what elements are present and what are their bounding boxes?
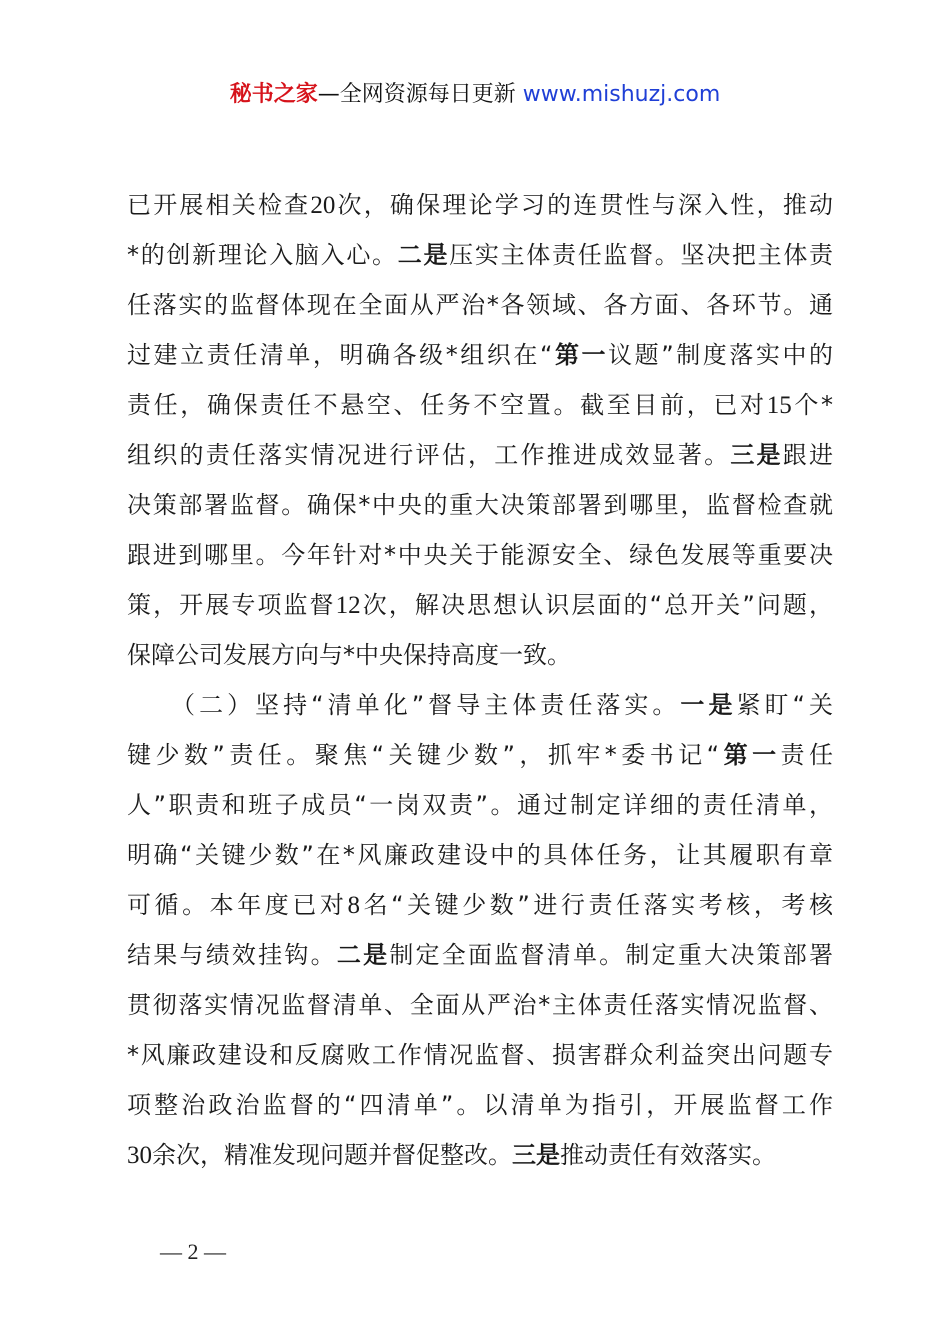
paragraph <box>127 680 833 1180</box>
text-run: （二）坚持“清单化”督导主体责任落实。 <box>127 691 681 719</box>
brand-name: 秘书之家 <box>229 82 318 107</box>
text-run: 策，开展专项监督 <box>127 591 336 619</box>
text-run: 跟进 <box>782 441 834 469</box>
document-body <box>127 180 833 1180</box>
text-run: 12 <box>335 592 361 619</box>
site-url[interactable]: www.mishuzj.com <box>522 82 721 107</box>
text-run: 次，解决思想认识层面的“总开关”问题， <box>360 591 834 619</box>
bold-lead: 三是 <box>512 1141 560 1169</box>
text-run: 余次，精准发现问题并督促整改。 <box>152 1141 512 1169</box>
text-run: 制定全面监督清单。制定重大决策部署 <box>389 941 834 969</box>
text-run: 20 <box>310 192 336 219</box>
text-line <box>127 380 833 430</box>
text-run: 保障公司发展方向与*中央保持高度一致。 <box>127 641 571 669</box>
text-run: 已开展相关检查 <box>127 191 311 219</box>
text-run: 任落实的监督体现在全面从严治*各领域、各方面、各环节。通 <box>127 291 833 319</box>
text-run: 推动责任有效落实。 <box>560 1141 776 1169</box>
bold-lead: 三是 <box>730 441 783 469</box>
bold-lead: 第一 <box>719 741 781 769</box>
text-line <box>127 280 833 330</box>
text-run: 明确“关键少数”在*风廉政建设中的具体任务，让其履职有章 <box>127 841 833 869</box>
text-line <box>127 980 833 1030</box>
text-line <box>127 330 833 380</box>
text-line <box>127 880 833 930</box>
text-run: 责任 <box>780 741 834 769</box>
text-line <box>127 580 833 630</box>
text-line <box>127 430 833 480</box>
text-run: 名“关键少数”进行责任落实考核，考核 <box>360 891 833 919</box>
site-header <box>0 80 950 110</box>
text-run: 30 <box>127 1142 152 1169</box>
text-run: 可循。本年度已对 <box>127 891 348 919</box>
text-run: *的创新理论入脑入心。 <box>127 241 398 269</box>
text-line <box>127 230 833 280</box>
text-line <box>127 1080 833 1130</box>
text-run: 决策部署监督。确保*中央的重大决策部署到哪里，监督检查就 <box>127 491 833 519</box>
text-run: 紧盯“关 <box>736 691 833 719</box>
text-line <box>127 180 833 230</box>
text-line <box>127 830 833 880</box>
bold-lead: 二是 <box>397 241 450 269</box>
text-run: 议题”制度落实中的 <box>608 341 834 369</box>
text-run: 个* <box>791 391 834 419</box>
text-line <box>127 630 833 680</box>
text-line <box>127 730 833 780</box>
text-line <box>127 780 833 830</box>
text-run: 责任，确保责任不悬空、任务不空置。截至目前，已对 <box>127 391 767 419</box>
text-run: 过建立责任清单，明确各级*组织在“ <box>127 341 553 369</box>
text-run: 压实主体责任监督。坚决把主体责 <box>449 241 834 269</box>
text-run: 次，确保理论学习的连贯性与深入性，推动 <box>335 191 834 219</box>
text-run: 组织的责任落实情况进行评估，工作推进成效显著。 <box>127 441 731 469</box>
text-run: 跟进到哪里。今年针对*中央关于能源安全、绿色发展等重要决 <box>127 541 833 569</box>
text-run: 贯彻落实情况监督清单、全面从严治*主体责任落实情况监督、 <box>127 991 833 1019</box>
text-run: 8 <box>347 892 360 919</box>
text-line <box>127 680 833 730</box>
text-line <box>127 1030 833 1080</box>
header-tagline: —全网资源每日更新 <box>317 82 516 107</box>
text-run: *风廉政建设和反腐败工作情况监督、损害群众利益突出问题专 <box>127 1041 833 1069</box>
text-run: 15 <box>766 392 792 419</box>
bold-lead: 二是 <box>336 941 390 969</box>
text-run: 项整治政治监督的“四清单”。以清单为指引，开展监督工作 <box>127 1091 833 1119</box>
paragraph <box>127 180 833 680</box>
text-run: 键少数”责任。聚焦“关键少数”，抓牢*委书记“ <box>127 741 720 769</box>
text-line <box>127 930 833 980</box>
bold-lead: 一是 <box>680 691 737 719</box>
bold-lead: 第一 <box>552 341 609 369</box>
text-run: 人”职责和班子成员“一岗双责”。通过制定详细的责任清单， <box>127 791 833 819</box>
text-line <box>127 1130 833 1180</box>
text-run: 结果与绩效挂钩。 <box>127 941 337 969</box>
page-number: — 2 — <box>160 1239 226 1264</box>
text-line <box>127 530 833 580</box>
text-line <box>127 480 833 530</box>
